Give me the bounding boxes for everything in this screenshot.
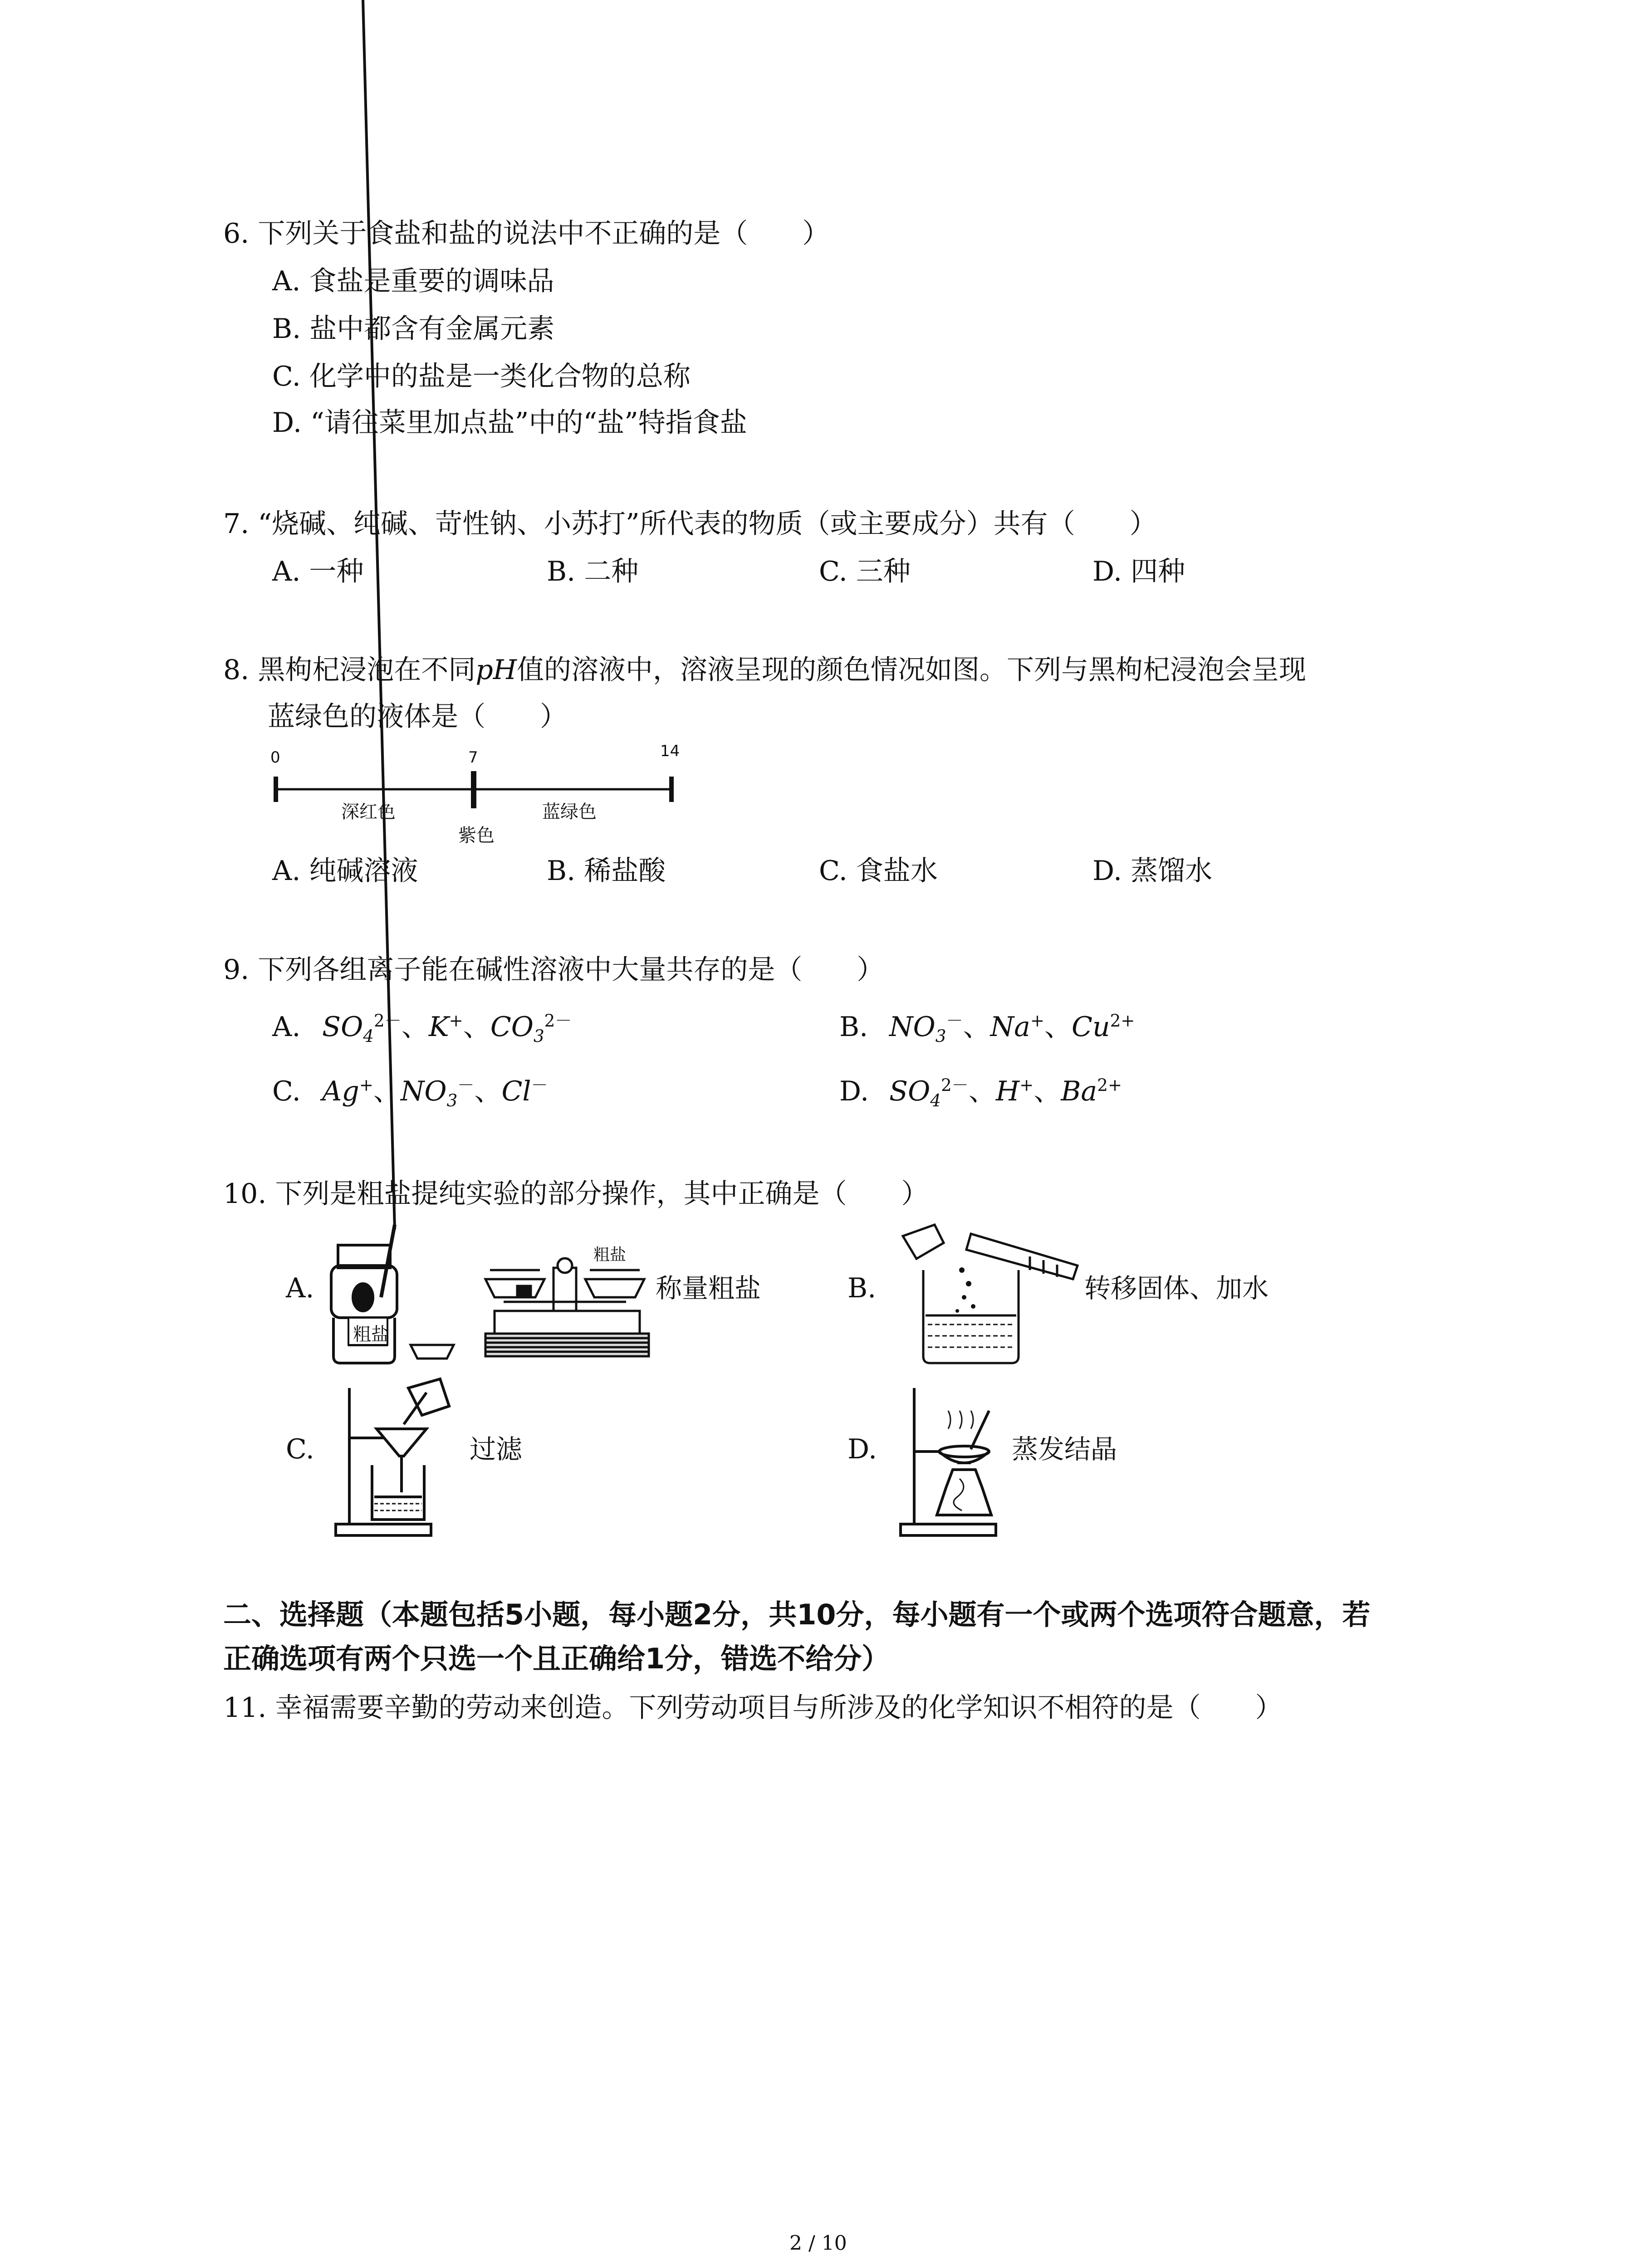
q10-stem: 10. 下列是粗盐提纯实验的部分操作，其中正确是（ ） [223, 1178, 929, 1210]
q6-stem: 6. 下列关于食盐和盐的说法中不正确的是（ ） [223, 218, 830, 249]
q7-stem: 7. “烧碱、纯碱、苛性钠、小苏打”所代表的物质（或主要成分）共有（ ） [223, 508, 1157, 540]
ph-tick-label-7: 7 [468, 748, 478, 767]
q8-option-a: A. 纯碱溶液 [272, 855, 418, 887]
q7-option-c: C. 三种 [819, 556, 911, 587]
caption-c: 过滤 [470, 1434, 523, 1465]
q8-stem-line2: 蓝绿色的液体是（ ） [268, 701, 567, 733]
caption-d: 蒸发结晶 [1012, 1434, 1117, 1465]
q7-option-a: A. 一种 [272, 556, 364, 587]
q8-stem-line1: 8. 黑枸杞浸泡在不同pH值的溶液中，溶液呈现的颜色情况如图。下列与黑枸杞浸泡会呈现 [223, 654, 1307, 686]
jar-label: 粗盐 [353, 1324, 389, 1345]
q10-label-d: D. [847, 1433, 877, 1465]
section2-heading-line1: 二、选择题（本题包括5小题，每小题2分，共10分，每小题有一个或两个选项符合题意，若 [223, 1598, 1371, 1631]
q11-stem: 11. 幸福需要辛勤的劳动来创造。下列劳动项目与所涉及的化学知识不相符的是（ ） [223, 1692, 1283, 1724]
q7-option-b: B. 二种 [547, 556, 639, 587]
q10-label-b: B. [847, 1272, 877, 1304]
ph-label-purple: 紫色 [458, 825, 495, 846]
q10-label-a: A. [286, 1272, 314, 1304]
q6-option-b: B. 盐中都含有金属元素 [272, 313, 555, 345]
q6-option-a: A. 食盐是重要的调味品 [272, 265, 554, 297]
caption-b: 转移固体、加水 [1084, 1273, 1269, 1304]
pan-label: 粗盐 [593, 1246, 627, 1264]
q9-stem: 9. 下列各组离子能在碱性溶液中大量共存的是（ ） [223, 954, 884, 986]
q10-label-c: C. [286, 1433, 314, 1465]
ph-label-deep-red: 深红色 [341, 802, 396, 822]
q8-option-c: C. 食盐水 [819, 855, 938, 887]
page-number: 2 / 10 [789, 2232, 847, 2255]
q7-option-d: D. 四种 [1092, 556, 1185, 587]
q8-option-b: B. 稀盐酸 [547, 855, 666, 887]
q9-option-a: A. $SO_4^{2-}$、K+、$CO_3^{2-}$ [272, 1011, 572, 1046]
q6-option-c: C. 化学中的盐是一类化合物的总称 [272, 361, 691, 392]
q9-option-b: B. $NO_3^-$、Na+、$Cu^{2+}$ [839, 1011, 1135, 1046]
q9-option-d: D. $SO_4^{2-}$、H+、$Ba^{2+}$ [839, 1075, 1122, 1110]
q6-option-d: D. “请往菜里加点盐”中的“盐”特指食盐 [272, 407, 747, 439]
section2-heading-line2: 正确选项有两个只选一个且正确给1分，错选不给分） [223, 1642, 890, 1675]
ph-label-blue-green: 蓝绿色 [542, 802, 597, 822]
ph-tick-label-0: 0 [270, 748, 280, 767]
q8-option-d: D. 蒸馏水 [1092, 855, 1213, 887]
caption-a: 称量粗盐 [656, 1273, 761, 1304]
q9-option-c: C. Ag+、$NO_3^-$、Cl－ [272, 1075, 548, 1110]
ph-tick-label-14: 14 [660, 742, 680, 760]
ph-symbol: pH [475, 654, 517, 686]
